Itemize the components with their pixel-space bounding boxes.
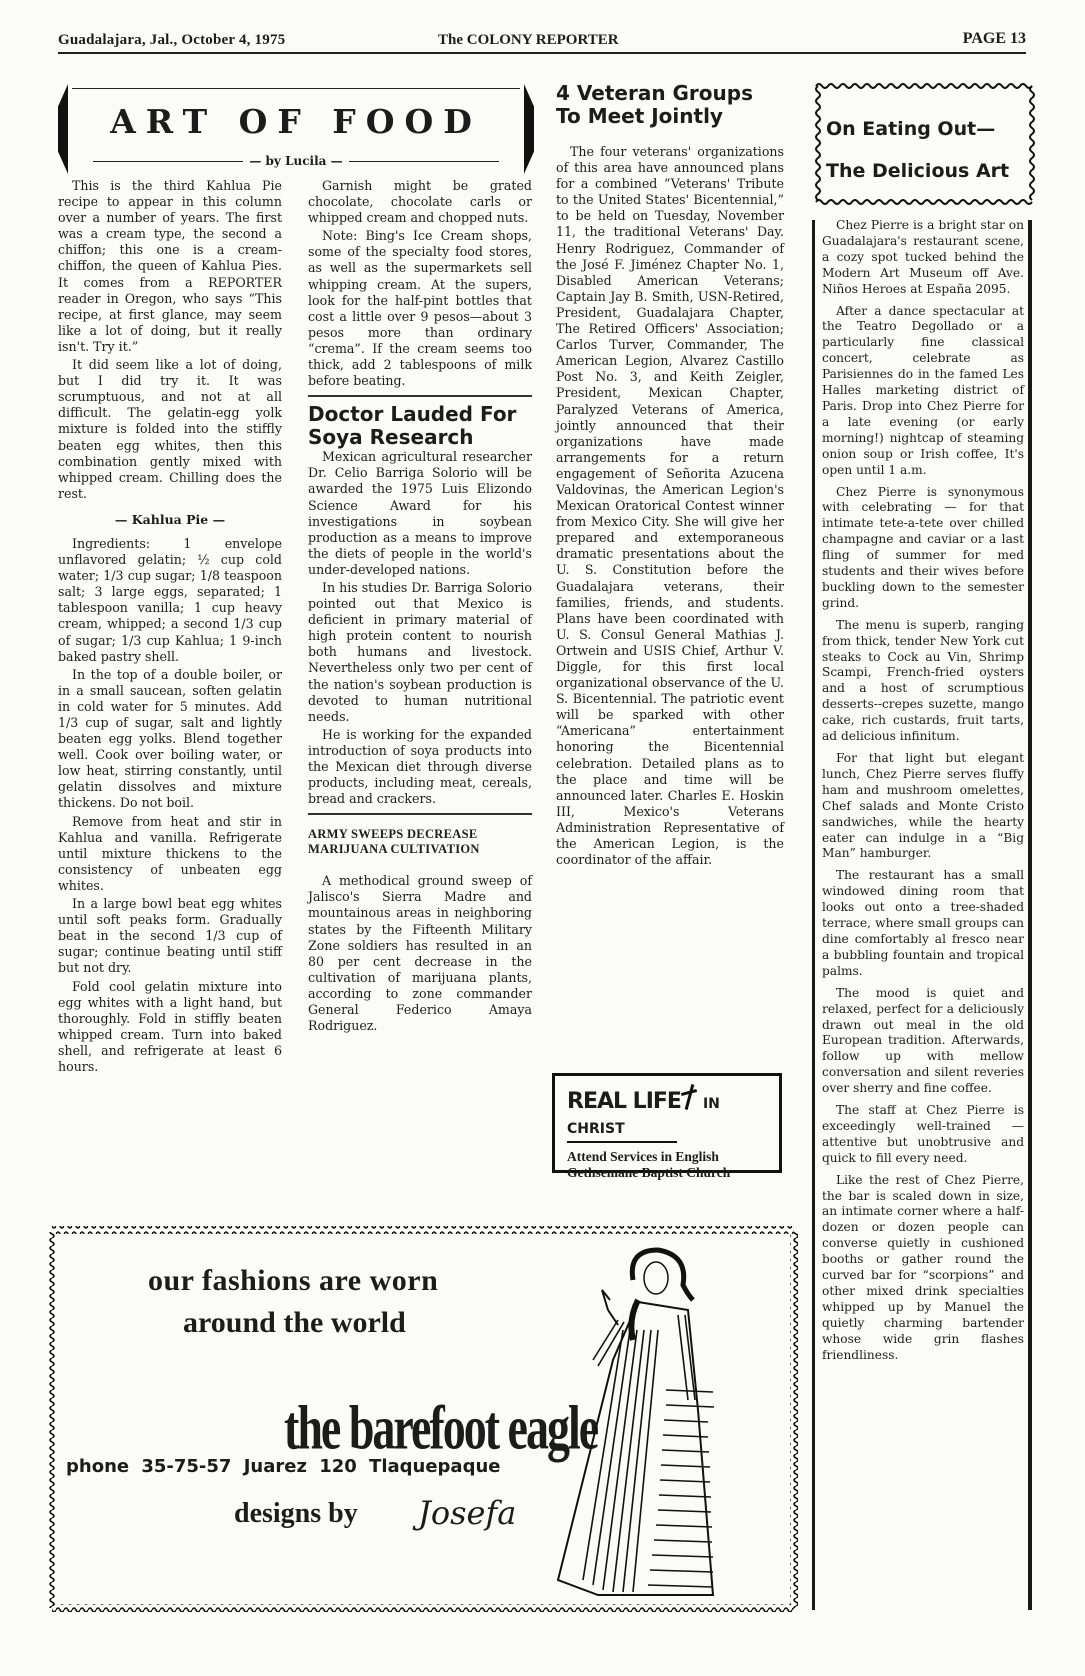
art-of-food-column-1: [58, 178, 282, 1077]
section-divider: [308, 813, 532, 815]
byline-text: — by Lucila —: [249, 154, 343, 168]
recipe-step: In the top of a double boiler, or in a small saucean, soften gelatin in cold water for 5 minutes. Add 1/3 cup of sugar, salt and lightly beaten egg yolks. Blend together well. Cook over boiling water, or low heat, stirring constantly, until gelatin dissolves and mixture thickens. Do not boil.: [58, 666, 282, 811]
recipe-step: Fold cool gelatin mixture into egg whites with a light hand, but thoroughly. Fold in stiffly beaten whipped cream. Turn into baked shell, and refrigerate at least 6 hours.: [58, 978, 282, 1074]
recipe-title: — Kahlua Pie —: [114, 511, 226, 527]
byline: [78, 154, 514, 168]
cross-icon: [681, 1084, 697, 1110]
column-frame-left: [812, 220, 815, 1610]
article-paragraph: Like the rest of Chez Pierre, the bar is scaled down in size, an intimate corner where a half-dozen or dozen people can converse quietly in cushioned booths or gather round the curved bar for “scorpions” and other mixed drink specialties whipped up by Manuel the quietly charming bartender whose wide grin flashes friendliness.: [822, 1172, 1024, 1362]
article-paragraph: Garnish might be grated chocolate, chocolate carls or whipped cream and chopped nuts.: [308, 178, 532, 226]
ad-tagline-2: around the world: [183, 1306, 406, 1339]
article-paragraph: Chez Pierre is a bright star on Guadalajara's restaurant scene, a cozy spot tucked behind the Modern Art Museum off Ave. Niños Heroes at España 2095.: [822, 218, 1024, 296]
real-life-in-christ-ad: [552, 1073, 782, 1180]
column-2: [308, 178, 532, 1036]
eating-out-column: [822, 218, 1024, 1366]
eating-out-headline: On Eating Out— The Delicious Art: [826, 118, 1010, 182]
article-paragraph: For that light but elegant lunch, Chez Pierre serves fluffy ham and mushroom omelettes, Chef salads and Monte Cristo sandwiches, while the hearty eater can indulge in a “Big Man” hamburger.: [822, 751, 1024, 861]
soya-headline: Doctor Lauded For Soya Research: [308, 402, 517, 450]
brand-name: the barefoot eagle: [284, 1393, 598, 1463]
ad-logo: REAL LIFE IN CHRIST: [567, 1084, 767, 1139]
contact-line: phone 35-75-57 Juarez 120 Tlaquepaque: [66, 1456, 501, 1477]
eating-out-header: [812, 80, 1038, 208]
art-of-food-header: [58, 82, 534, 172]
article-paragraph: Note: Bing's Ice Cream shops, some of the specialty food stores, as well as the supermarkets sell whipping cream. At the supers, look for the half-pint bottles that cost a little over 9 pesos—about 3 pesos more than ordinary “crema”. If the cream seems too thick, add 2 tablespoons of milk before beating.: [308, 228, 532, 389]
ad-tagline-1: our fashions are worn: [148, 1264, 439, 1297]
page-number: PAGE 13: [962, 30, 1026, 47]
article-paragraph: The four veterans' organizations of this area have announced plans for a combined “Veterans' Tribute to the United States' Bicentennial,” to be held on Tuesday, November 11, the traditional Veterans' Day. Henry Rodriguez, Commander of the José F. Jiménez Chapter No. 1, Disabled American Veterans; Captain Jay B. Smith, USN-Retired, President, Guadalajara Chapter, The Retired Officers' Association; Carlos Turver, Commander, The American Legion, Alvarez Castillo Post No. 3, and Keith Zeigler, President, Mexican Chapter, Paralyzed Veterans of America, jointly announced that their organizations have made arrangements for a return engagement of Señorita Azucena Valdovinas, the American Legion's Mexican Oratorical Contest winner from Mexico City. She will give her prepared and extemporaneous dramatic presentations about the U. S. Constitution before the Guadalajara veterans, their families, friends, and students. Plans have been coordinated with U. S. Consul General Mathias J. Ortwein and USIS Chief, Arthur V. Diggle, for this first local organizational observance of the U. S. Bicentennial. The patriotic event will be sparked with other “Americana” entertainment honoring the Bicentennial celebration. Detailed plans as to the place and time will be announced later. Charles E. Hoskin III, Mexico's Veterans Administration Representative of the American Legion, is the coordinator of the affair.: [556, 144, 784, 868]
masthead-rule: [58, 52, 1026, 54]
recipe-step: Remove from heat and stir in Kahlua and vanilla. Refrigerate until mixture thickens to the consistency of unbeaten egg whites.: [58, 813, 282, 893]
article-paragraph: The mood is quiet and relaxed, perfect for a deliciously drawn out meal in the old European tradition. Afterwards, follow up with mellow conversation and silent reveries over sherry and fine coffee.: [822, 985, 1024, 1096]
recipe-step: In a large bowl beat egg whites until soft peaks form. Gradually beat in the second 1/3 cup of sugar; continue beating until stiff but not dry.: [58, 896, 282, 976]
article-paragraph: He is working for the expanded introduction of soya products into the Mexican diet through diverse products, including meat, cereals, bread and crackers.: [308, 726, 532, 807]
recipe-ingredients: Ingredients: 1 envelope unflavored gelatin; ½ cup cold water; 1/3 cup sugar; 1/8 teaspoon salt; 3 large eggs, separated; 1 tablespoon vanilla; 1 cup heavy cream, whipped; a second 1/3 cup of sugar; 1/3 cup Kahlua; 1 9-inch baked pastry shell.: [58, 535, 282, 664]
article-paragraph: In his studies Dr. Barriga Solorio pointed out that Mexico is deficient in primary material of high protein content to nourish both humans and livestock. Nevertheless only two per cent of the nation's soybean production is devoted to human nutritional needs.: [308, 579, 532, 724]
article-paragraph: A methodical ground sweep of Jalisco's Sierra Madre and mountainous areas in neighboring states by the Fifteenth Military Zone soldiers has resulted in an 80 per cent decrease in the cultivation of marijuana plants, according to zone commander General Federico Amaya Rodriguez.: [308, 873, 532, 1034]
ad-line-2: Gethsemane Baptist Church: [567, 1165, 731, 1180]
article-paragraph: After a dance spectacular at the Teatro Degollado or a particularly fine classical concert, celebrate as Parisiennes do in the famed Les Halles marketing district of Paris. Drop into Chez Pierre for a late evening (or early morning!) nightcap of steaming onion soup or Irish coffee, It's open until 1 a.m.: [822, 303, 1024, 477]
header-rule: [72, 88, 520, 89]
article-paragraph: Mexican agricultural researcher Dr. Celio Barriga Solorio will be awarded the 1975 Luis Elizondo Science Award for his investigations in soybean production as a means to improve the diets of people in the world's under-developed nations.: [308, 449, 532, 577]
article-paragraph: This is the third Kahlua Pie recipe to appear in this column over a number of years. The first was a cream type, the second a chiffon; this one is a cream-chiffon, the queen of Kahlua Pies. It comes from a REPORTER reader in Oregon, who says “This recipe, at first glance, may seem like a lot of doing, but it really isn't. Try it.”: [58, 178, 282, 354]
article-paragraph: The menu is superb, ranging from thick, tender New York cut steaks to Cock au Vin, Shrimp Scampi, French-fried oysters and a host of scrumptious desserts--crepes suzette, mango cake, rich custards, fruit tarts, ad delicious infinitum.: [822, 617, 1024, 744]
designs-by-label: designs by: [234, 1498, 358, 1529]
article-paragraph: The restaurant has a small windowed dining room that looks out onto a tree-shaded terrace, where small groups can dine comfortably al fresco near a bubbling fountain and tropical palms.: [822, 868, 1024, 978]
veterans-column: [556, 82, 784, 870]
veterans-headline: 4 Veteran Groups To Meet Jointly: [556, 81, 753, 128]
designer-signature: Josefa: [418, 1494, 517, 1532]
newspaper-name: The COLONY REPORTER: [438, 32, 619, 48]
woman-in-striped-robe-illustration-icon: [538, 1240, 738, 1610]
barefoot-eagle-ad: [48, 1222, 798, 1618]
ad-line-1: Attend Services in English: [567, 1149, 719, 1164]
column-title: ART OF FOOD: [110, 102, 482, 141]
masthead: [58, 28, 1026, 54]
army-headline: ARMY SWEEPS DECREASE MARIJUANA CULTIVATION: [308, 827, 480, 857]
article-paragraph: It did seem like a lot of doing, but I did try it. It was scrumptuous, and not at all difficult. The gelatin-egg yolk mixture is folded into the stiffly beaten egg whites, then this combination gently mixed with whipped cream. Chilling does the rest.: [58, 357, 282, 501]
dateline: Guadalajara, Jal., October 4, 1975: [58, 32, 286, 48]
article-paragraph: Chez Pierre is synonymous with celebrating — for that intimate tete-a-tete over chilled champagne and caviar or a last fling of summer for med students and their wives before buckling down to the semester grind.: [822, 484, 1024, 610]
section-divider: [308, 395, 532, 397]
column-frame-right: [1028, 220, 1032, 1610]
article-paragraph: The staff at Chez Pierre is exceedingly well-trained — attentive but unobtrusive and quick to fill every need.: [822, 1103, 1024, 1165]
